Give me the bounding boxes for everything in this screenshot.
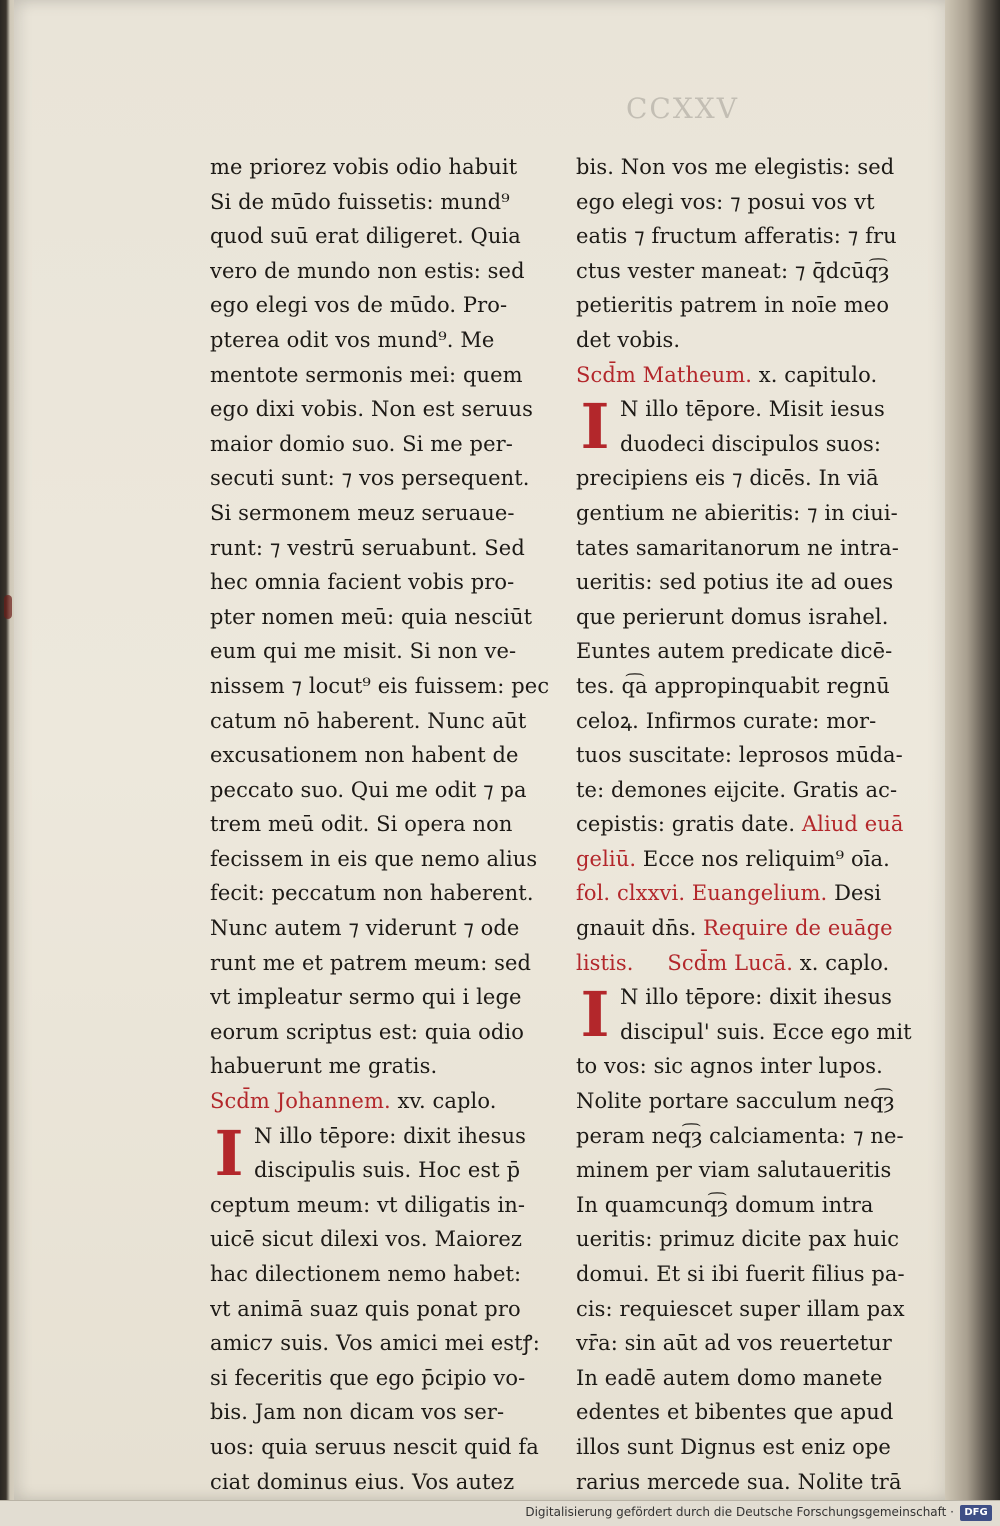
mixed-line	[576, 876, 916, 911]
text-line: pterea odit vos mund⁹. Me	[210, 327, 495, 352]
text-line: runt me et patrem meum: sed	[210, 950, 532, 975]
text-line: minem per viam salutaueritis	[576, 1158, 892, 1183]
right-column-mid-lines	[576, 461, 916, 807]
rubric-text: Scd̄m Matheum.	[576, 362, 753, 387]
text-line: vt impleatur sermo qui i lege	[210, 985, 522, 1010]
footer-credit: Digitalisierung gefördert durch die Deutsche Forschungsgemeinschaft ·	[525, 1505, 954, 1519]
text-line: hac dilectionem nemo habet:	[210, 1262, 522, 1286]
left-column-lines	[210, 150, 550, 1084]
text-line: trem meū odit. Si opera non	[210, 812, 513, 837]
rubric-heading-matheum	[576, 358, 916, 393]
dfg-logo: DFG	[960, 1505, 992, 1521]
rubric-text: Require de euāge	[703, 916, 893, 941]
text-line: nissem ⁊ locut⁹ eis fuissem: pec	[210, 673, 550, 698]
text-line: In eadē autem domo manete	[576, 1365, 883, 1390]
text-line: vero de mundo non estis: sed	[210, 258, 525, 283]
text-line: tes. q͡a appropinquabit regnū	[576, 673, 890, 698]
text-line: Nunc autem ⁊ viderunt ⁊ ode	[210, 916, 520, 941]
text-line: mentote sermonis mei: quem	[210, 362, 523, 387]
text-line: eorum scriptus est: quia odio	[210, 1019, 524, 1044]
text-line: uicē sicut dilexi vos. Maiorez	[210, 1227, 523, 1252]
mixed-line	[576, 807, 916, 842]
text-line: que perierunt domus israhel.	[576, 604, 889, 629]
text-line: discipul' suis. Ecce ego mit	[620, 1019, 912, 1044]
rubric-text: geliū.	[576, 846, 637, 871]
text-line: tates samaritanorum ne intra-	[576, 535, 899, 560]
footer-bar	[0, 1500, 1000, 1526]
rubric-text: fol. clxxvi. Euangelium.	[576, 881, 828, 906]
text-line: runt: ⁊ vestrū seruabunt. Sed	[210, 535, 525, 560]
text-line: tuos suscitate: leprosos mūda-	[576, 743, 903, 768]
left-column-lines-after	[210, 1188, 550, 1500]
adjacent-page-edge	[945, 0, 1000, 1500]
heading-text: xv. caplo.	[390, 1089, 497, 1114]
heading-text: x. capitulo.	[752, 362, 878, 387]
text-line: Si sermonem meuz seruaue-	[210, 500, 515, 525]
text-line: N illo tēpore: dixit ihesus	[620, 985, 892, 1010]
rubric-text: Aliud euā	[801, 812, 904, 837]
text-line: celoꝝ. Infirmos curate: mor-	[576, 708, 877, 733]
text-line: peram neq͡ȝ calciamenta: ⁊ ne-	[576, 1123, 904, 1148]
text-line: me priorez vobis odio habuit	[210, 155, 518, 179]
red-stain-mark	[4, 595, 12, 619]
right-column-top-lines	[576, 150, 916, 358]
text-line: duodeci discipulos suos:	[620, 431, 882, 456]
text-line: habuerunt me gratis.	[210, 1054, 438, 1079]
initial-block-left	[210, 1116, 550, 1190]
initial-block-right-1	[576, 390, 916, 464]
text-line: ueritis: primuz dicite pax huic	[576, 1227, 900, 1252]
text-line: cis: requiescet super illam pax	[576, 1296, 905, 1321]
text-line: Euntes autem predicate dicē-	[576, 639, 893, 664]
text-line: vr̄a: sin aūt ad vos reuertetur	[576, 1331, 892, 1356]
text-line: ego dixi vobis. Non est seruus	[210, 397, 533, 422]
text-line: ciat dominus eius. Vos autez	[210, 1469, 515, 1494]
right-column-bottom-lines	[576, 1049, 916, 1500]
text-line: ego elegi vos: ⁊ posui vos vt	[576, 189, 875, 214]
text-line: discipulis suis. Hoc est p̄	[254, 1158, 521, 1183]
text-line: rarius mercede sua. Nolite trā	[576, 1469, 902, 1494]
rubric-text: Scd̄m Johannem.	[210, 1089, 391, 1114]
text-black: Ecce nos reliquim⁹ oīa.	[636, 846, 890, 871]
text-line: gentium ne abieritis: ⁊ in ciui-	[576, 500, 898, 525]
text-line: secuti sunt: ⁊ vos persequent.	[210, 466, 530, 491]
text-black: cepistis: gratis date.	[576, 812, 802, 837]
rubric-heading-johannem	[210, 1084, 550, 1119]
text-line: peccato suo. Qui me odit ⁊ pa	[210, 777, 527, 802]
text-black: x. caplo.	[793, 950, 890, 975]
text-line: illos sunt Dignus est eniz ope	[576, 1434, 891, 1459]
red-initial-letter: I	[580, 978, 610, 1052]
text-line: edentes et bibentes que apud	[576, 1400, 894, 1425]
text-line: catum nō haberent. Nunc aūt	[210, 708, 527, 733]
text-black: Desi	[827, 881, 882, 906]
text-column-left	[210, 150, 550, 1500]
text-line: det vobis.	[576, 327, 681, 352]
text-line: ceptum meum: vt diligatis in-	[210, 1192, 526, 1217]
text-line: ego elegi vos de mūdo. Pro-	[210, 293, 508, 318]
text-line: Nolite portare sacculum neq͡ȝ	[576, 1089, 895, 1114]
text-line: vt animā suaz quis ponat pro	[210, 1296, 521, 1321]
paper-page	[14, 0, 954, 1500]
text-line: fecit: peccatum non haberent.	[210, 881, 534, 906]
text-line: bis. Non vos me elegistis: sed	[576, 155, 895, 179]
text-line: amic⁊ suis. Vos amici mei estꝭ:	[210, 1331, 540, 1356]
text-line: ctus vester maneat: ⁊ q̄dcūq͡ȝ	[576, 258, 890, 283]
text-line: In quamcunq͡ȝ domum intra	[576, 1192, 874, 1217]
text-line: quod suū erat diligeret. Quia	[210, 224, 521, 249]
text-line: to vos: sic agnos inter lupos.	[576, 1054, 883, 1079]
text-line: petieritis patrem in noīe meo	[576, 293, 890, 318]
text-line: eum qui me misit. Si non ve-	[210, 639, 517, 664]
text-line: hec omnia facient vobis pro-	[210, 570, 515, 595]
text-line: domui. Et si ibi fuerit filius pa-	[576, 1262, 905, 1286]
text-line: uos: quia seruus nescit quid fa	[210, 1434, 539, 1459]
text-line: eatis ⁊ fructum afferatis: ⁊ fru	[576, 224, 897, 249]
text-line: fecissem in eis que nemo alius	[210, 846, 538, 871]
red-initial-letter: I	[214, 1116, 244, 1190]
text-line: bis. Jam non dicam vos ser-	[210, 1400, 505, 1425]
text-line: si feceritis que ego p̄cipio vo-	[210, 1365, 526, 1390]
mixed-line	[576, 842, 916, 877]
text-line: Si de mūdo fuissetis: mund⁹	[210, 189, 510, 214]
text-line: pter nomen meū: quia nesciūt	[210, 604, 533, 629]
text-line: N illo tēpore: dixit ihesus	[254, 1123, 526, 1148]
text-line: N illo tēpore. Misit iesus	[620, 397, 885, 422]
text-line: excusationem non habent de	[210, 743, 519, 768]
text-line: maior domio suo. Si me per-	[210, 431, 513, 456]
red-initial-letter: I	[580, 390, 610, 464]
text-line: precipiens eis ⁊ dicēs. In viā	[576, 466, 879, 491]
text-line: te: demones eijcite. Gratis ac-	[576, 777, 898, 802]
rubric-text: listis. Scd̄m Lucā.	[576, 950, 793, 975]
mixed-line	[576, 911, 916, 946]
text-column-right	[576, 150, 916, 1500]
mixed-line	[576, 946, 916, 981]
text-black: gnauit dn̄s.	[576, 916, 704, 941]
folio-number: CCXXV	[626, 92, 739, 125]
text-line: ueritis: sed potius ite ad oues	[576, 570, 894, 595]
initial-block-right-2	[576, 978, 916, 1052]
